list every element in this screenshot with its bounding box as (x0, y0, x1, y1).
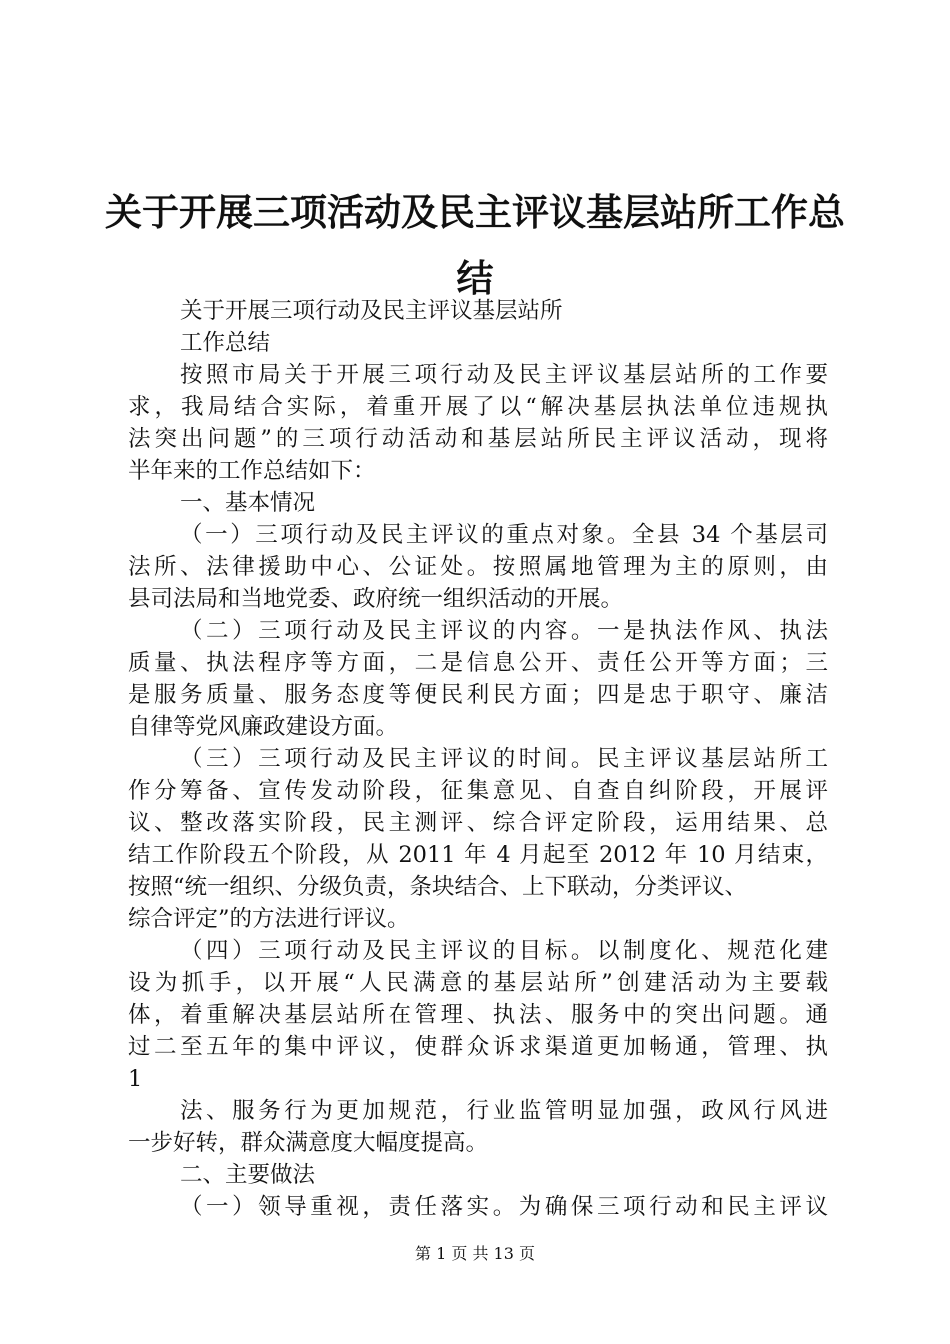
heading-line-1: 关于开展三项行动及民主评议基层站所 (180, 298, 563, 324)
paragraph-line: 结工作阶段五个阶段，从 2011 年 4 月起至 2012 年 10 月结束， (128, 842, 828, 868)
paragraph-line: 设为抓手，以开展“人民满意的基层站所”创建活动为主要载 (128, 970, 828, 996)
paragraph-line: 议、整改落实阶段，民主测评、综合评定阶段，运用结果、总 (128, 810, 828, 836)
paragraph-line: 按照市局关于开展三项行动及民主评议基层站所的工作要 (180, 362, 828, 388)
paragraph-line: 县司法局和当地党委、政府统一组织活动的开展。 (128, 586, 624, 612)
page-break-marker: 1 (128, 1066, 143, 1092)
paragraph-line: 作分筹备、宣传发动阶段，征集意见、自查自纠阶段，开展评 (128, 778, 828, 804)
paragraph-line: 按照“统一组织、分级负责，条块结合、上下联动，分类评议、 (128, 874, 748, 900)
paragraph-line: 法、服务行为更加规范，行业监管明显加强，政风行风进 (180, 1098, 828, 1124)
paragraph-line: 半年来的工作总结如下： (128, 458, 376, 484)
paragraph-line: （三）三项行动及民主评议的时间。民主评议基层站所工 (180, 746, 828, 772)
paragraph-line: （四）三项行动及民主评议的目标。以制度化、规范化建 (180, 938, 828, 964)
heading-line-2: 工作总结 (180, 330, 271, 356)
paragraph-line: 过二至五年的集中评议，使群众诉求渠道更加畅通，管理、执 (128, 1034, 828, 1060)
paragraph-line: 综合评定”的方法进行评议。 (128, 906, 410, 932)
section-heading: 二、主要做法 (180, 1162, 316, 1188)
paragraph-line: 是服务质量、服务态度等便民利民方面；四是忠于职守、廉洁 (128, 682, 828, 708)
paragraph-line: 一步好转，群众满意度大幅度提高。 (128, 1130, 489, 1156)
paragraph-line: 法所、法律援助中心、公证处。按照属地管理为主的原则，由 (128, 554, 828, 580)
paragraph-line: 体，着重解决基层站所在管理、执法、服务中的突出问题。通 (128, 1002, 828, 1028)
section-heading: 一、基本情况 (180, 490, 316, 516)
document-title-text: 关于开展三项活动及民主评议基层站所工作总 结 (105, 191, 845, 300)
paragraph-line: （一）领导重视，责任落实。为确保三项行动和民主评议 (180, 1194, 828, 1220)
paragraph-line: 质量、执法程序等方面，二是信息公开、责任公开等方面；三 (128, 650, 828, 676)
paragraph-line: 自律等党风廉政建设方面。 (128, 714, 399, 740)
page-number: 第 1 页 共 13 页 (415, 1244, 535, 1263)
paragraph-line: （一）三项行动及民主评议的重点对象。全县 34 个基层司 (180, 522, 828, 548)
paragraph-line: 求，我局结合实际，着重开展了以“解决基层执法单位违规执 (128, 394, 828, 420)
paragraph-line: 法突出问题”的三项行动活动和基层站所民主评议活动，现将 (128, 426, 828, 452)
paragraph-line: （二）三项行动及民主评议的内容。一是执法作风、执法 (180, 618, 828, 644)
page-footer (0, 1244, 950, 1264)
